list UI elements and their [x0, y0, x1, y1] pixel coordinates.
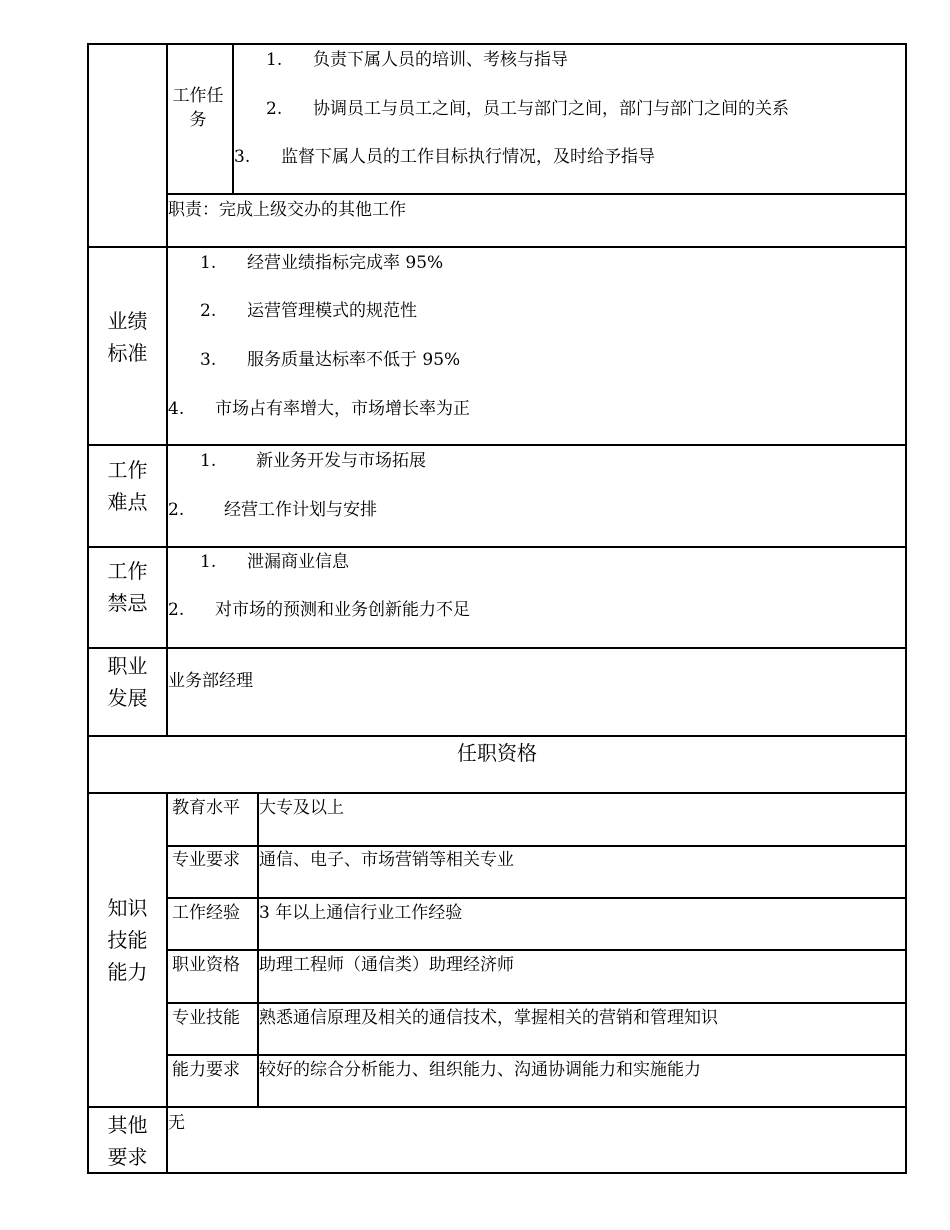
qualification-value: 通信、电子、市场营销等相关专业 [259, 850, 514, 870]
career-text: 业务部经理 [168, 671, 253, 691]
row-divider [167, 845, 907, 847]
qualification-key: 能力要求 [172, 1060, 240, 1080]
row-divider [167, 949, 907, 951]
row-divider [167, 1002, 907, 1004]
row-divider [87, 735, 907, 737]
qualification-value: 大专及以上 [259, 798, 344, 818]
performance-item-number: 2. [200, 301, 217, 321]
column-divider [232, 43, 234, 195]
row-divider [167, 193, 907, 195]
task-item-text: 监督下属人员的工作目标执行情况，及时给予指导 [281, 147, 655, 167]
taboo-label [89, 555, 166, 619]
difficulty-item-text: 经营工作计划与安排 [224, 500, 377, 520]
performance-label [89, 305, 166, 369]
qualification-key: 教育水平 [172, 798, 240, 818]
task-item-text: 负责下属人员的培训、考核与指导 [313, 50, 568, 70]
career-label-text: 职业发展 [107, 654, 148, 710]
qualification-value: 助理工程师（通信类）助理经济师 [259, 955, 514, 975]
tasks-label: 工作任务 [172, 86, 224, 130]
difficulty-item-number: 1. [200, 451, 217, 471]
task-item-number: 3. [234, 147, 251, 167]
performance-item-text: 运营管理模式的规范性 [247, 301, 417, 321]
table-border-right [905, 43, 907, 1174]
row-divider [167, 897, 907, 899]
row-divider [87, 444, 907, 446]
qualification-key: 工作经验 [172, 903, 240, 923]
row-divider [167, 1054, 907, 1056]
taboo-item-text: 对市场的预测和业务创新能力不足 [215, 600, 470, 620]
row-divider [87, 1106, 907, 1108]
qualification-title: 任职资格 [457, 741, 537, 765]
difficulty-label [89, 454, 166, 518]
taboo-item-text: 泄漏商业信息 [247, 552, 349, 572]
table-border-bottom [87, 1172, 907, 1174]
task-item-number: 1. [266, 50, 283, 70]
qualification-value: 熟悉通信原理及相关的通信技术，掌握相关的营销和管理知识 [259, 1008, 718, 1028]
taboo-item-number: 1. [200, 552, 217, 572]
tasks-duty-text: 职责：完成上级交办的其他工作 [168, 200, 406, 220]
performance-item-number: 3. [200, 350, 217, 370]
career-label [89, 650, 166, 714]
row-divider [87, 792, 907, 794]
table-border-top [87, 43, 907, 45]
performance-item-text: 经营业绩指标完成率 95% [247, 253, 444, 273]
performance-item-number: 1. [200, 253, 217, 273]
qualification-label [89, 892, 166, 988]
task-item-number: 2. [266, 99, 283, 119]
task-item-text: 协调员工与员工之间，员工与部门之间，部门与部门之间的关系 [313, 99, 789, 119]
difficulty-label-text: 工作难点 [107, 458, 148, 514]
performance-item-text: 市场占有率增大，市场增长率为正 [215, 399, 470, 419]
qualification-value: 较好的综合分析能力、组织能力、沟通协调能力和实施能力 [259, 1060, 701, 1080]
other-text: 无 [168, 1113, 185, 1133]
difficulty-item-number: 2. [168, 500, 185, 520]
taboo-item-number: 2. [168, 600, 185, 620]
difficulty-item-text: 新业务开发与市场拓展 [256, 451, 426, 471]
performance-item-number: 4. [168, 399, 185, 419]
taboo-label-text: 工作禁忌 [107, 559, 148, 615]
row-divider [87, 246, 907, 248]
qualification-key: 职业资格 [172, 955, 240, 975]
qualification-label-text: 知识技能能力 [107, 896, 148, 984]
performance-item-text: 服务质量达标率不低于 95% [247, 350, 461, 370]
row-divider [87, 546, 907, 548]
other-label-text: 其他要求 [107, 1113, 148, 1169]
qualification-value: 3 年以上通信行业工作经验 [259, 903, 463, 923]
column-divider [166, 43, 168, 737]
qualification-key: 专业技能 [172, 1008, 240, 1028]
other-label [89, 1109, 166, 1173]
row-divider [87, 647, 907, 649]
performance-label-text: 业绩标准 [107, 309, 148, 365]
qualification-key: 专业要求 [172, 850, 240, 870]
